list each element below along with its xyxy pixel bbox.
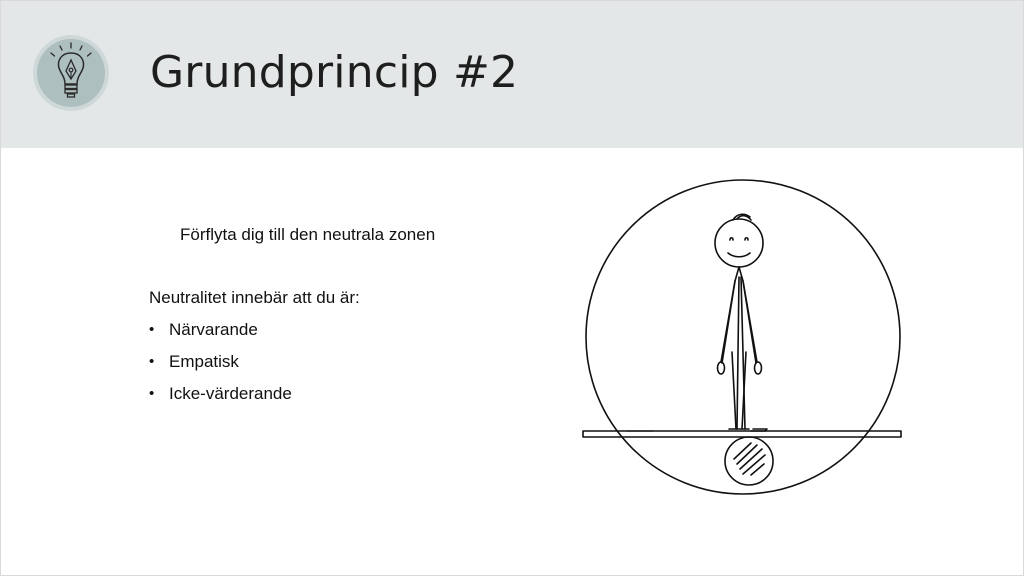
bullet-label: Närvarande bbox=[169, 320, 258, 339]
intro-text: Neutralitet innebär att du är: bbox=[149, 288, 360, 307]
bullet-marker: • bbox=[149, 321, 155, 338]
list-item bbox=[149, 319, 292, 351]
slide-title: Grundprincip #2 bbox=[150, 47, 519, 98]
slide-header bbox=[1, 1, 1023, 148]
list-item bbox=[149, 351, 292, 383]
bullet-marker: • bbox=[149, 385, 155, 402]
lightbulb-pen-icon bbox=[32, 34, 110, 112]
list-item bbox=[149, 383, 292, 415]
bullet-list bbox=[149, 319, 292, 415]
bullet-label: Empatisk bbox=[169, 352, 239, 371]
stick-figure-balance-board-illustration bbox=[579, 177, 907, 499]
slide-subtitle: Förflyta dig till den neutrala zonen bbox=[180, 225, 436, 244]
bullet-marker: • bbox=[149, 353, 155, 370]
bullet-label: Icke-värderande bbox=[169, 384, 292, 403]
